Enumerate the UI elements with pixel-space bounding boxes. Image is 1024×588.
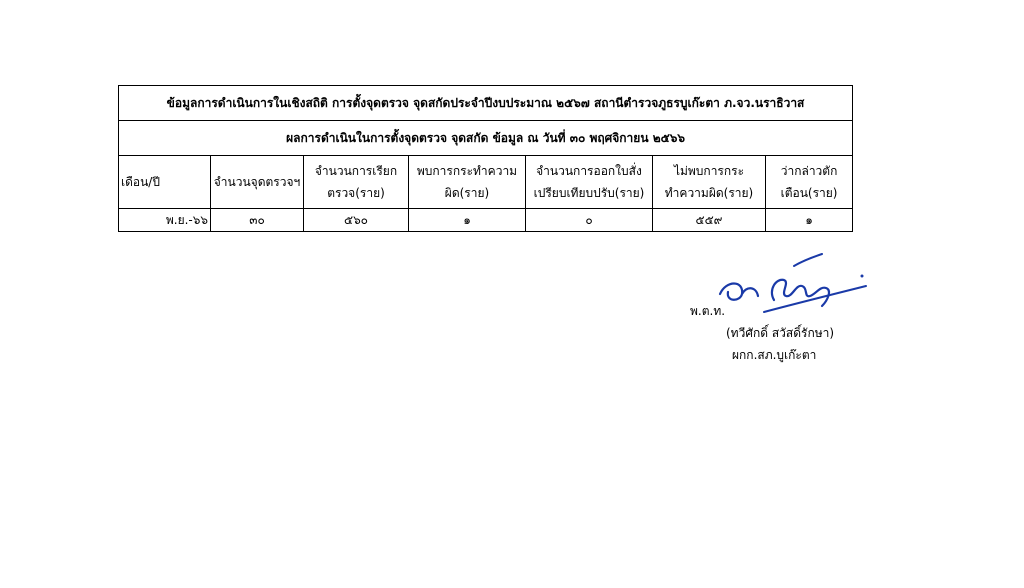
cell-fine-tickets: ๐ bbox=[526, 209, 653, 232]
header-month-year: เดือน/ปี bbox=[119, 156, 211, 209]
signature-rank: พ.ต.ท. bbox=[690, 304, 726, 318]
signature-block bbox=[680, 250, 880, 370]
header-no-offense: ไม่พบการกระทำความผิด(ราย) bbox=[653, 156, 766, 209]
header-checkpoints: จำนวนจุดตรวจฯ bbox=[211, 156, 304, 209]
header-offenses-found: พบการกระทำความผิด(ราย) bbox=[409, 156, 526, 209]
cell-checkpoints: ๓๐ bbox=[211, 209, 304, 232]
cell-month-year: พ.ย.-๖๖ bbox=[119, 209, 211, 232]
document-title: ข้อมูลการดำเนินการในเชิงสถิติ การตั้งจุดตรวจ จุดสกัดประจำปีงบประมาณ ๒๕๖๗ สถานีตำรวจภูธรบูเก๊ะตา ภ.จว.นราธิวาส bbox=[119, 86, 853, 121]
cell-no-offense: ๕๕๙ bbox=[653, 209, 766, 232]
cell-warnings: ๑ bbox=[766, 209, 853, 232]
handwritten-signature-icon bbox=[704, 250, 874, 320]
header-fine-tickets: จำนวนการออกใบสั่งเปรียบเทียบปรับ(ราย) bbox=[526, 156, 653, 209]
signature-name: (ทวีศักดิ์ สวัสดิ์รักษา) bbox=[726, 326, 835, 340]
cell-offenses-found: ๑ bbox=[409, 209, 526, 232]
table-header-row bbox=[119, 156, 853, 209]
statistics-table bbox=[118, 85, 853, 232]
table-row bbox=[119, 209, 853, 232]
header-warnings: ว่ากล่าวตักเตือน(ราย) bbox=[766, 156, 853, 209]
signature-position: ผกก.สภ.บูเก๊ะตา bbox=[732, 348, 817, 362]
document-subtitle: ผลการดำเนินในการตั้งจุดตรวจ จุดสกัด ข้อมูล ณ วันที่ ๓๐ พฤศจิกายน ๒๕๖๖ bbox=[119, 121, 853, 156]
cell-inspections: ๕๖๐ bbox=[304, 209, 409, 232]
header-inspections: จำนวนการเรียกตรวจ(ราย) bbox=[304, 156, 409, 209]
